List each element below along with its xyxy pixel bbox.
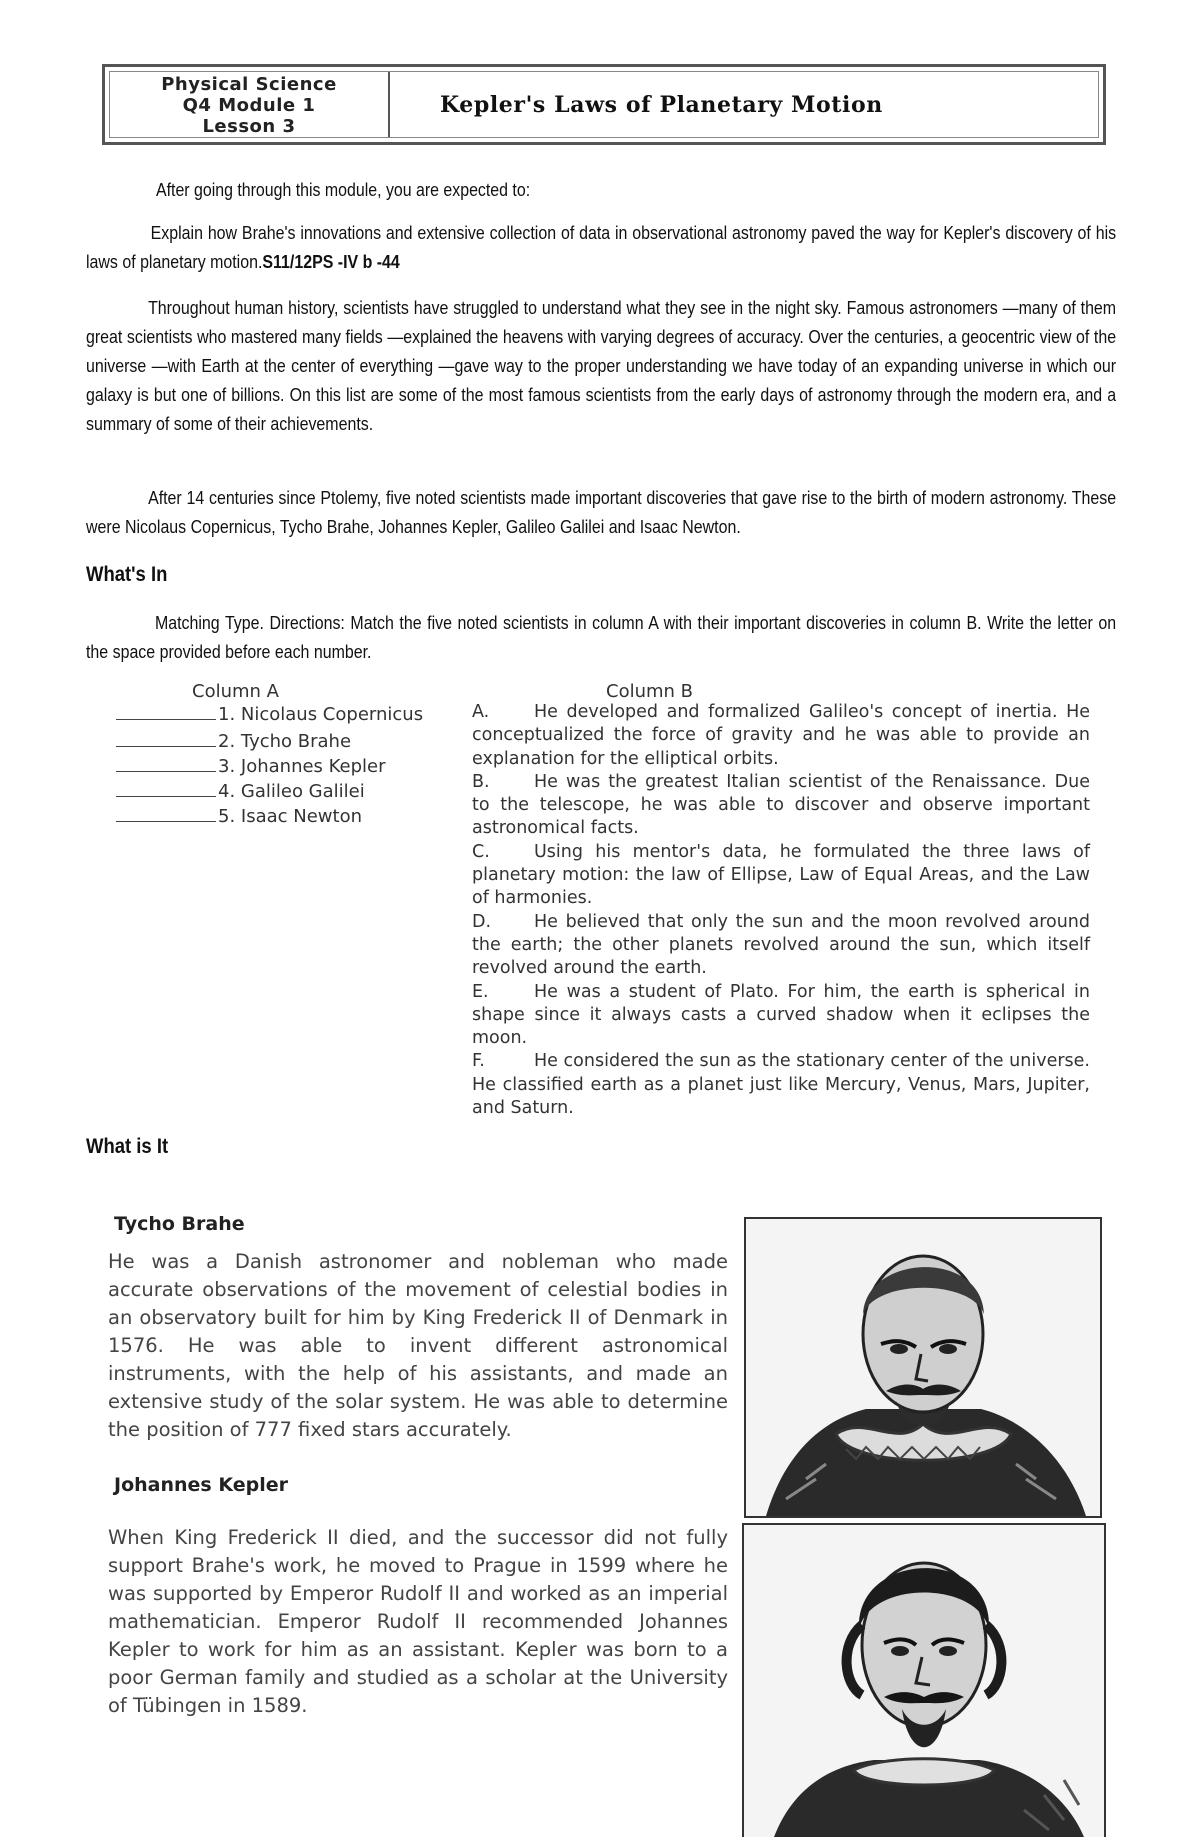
brahe-title: Tycho Brahe (114, 1213, 245, 1235)
module-header-inner (109, 71, 1099, 138)
ptolemy-paragraph (86, 483, 1116, 541)
column-b-letter: A. (472, 702, 490, 722)
column-b-letter: C. (472, 841, 490, 862)
answer-blank[interactable] (116, 756, 216, 772)
column-a-label: 4. Galileo Galilei (218, 781, 365, 802)
whats-in-heading: What's In (86, 563, 168, 586)
expected-text: After going through this module, you are expected to: (156, 179, 531, 200)
column-a-item (116, 756, 386, 777)
brahe-text: He was a Danish astronomer and nobleman who made accurate observations of the movement of celestial bodies in an observatory built for him by King Frederick II of Denmark in 1576. He was able to invent different astronomical instruments, with the help of his assistants, and made an extensive study of the solar system. He was able to determine the position of 777 fixed stars accurately. (108, 1250, 728, 1441)
kepler-sketch (744, 1525, 1104, 1837)
column-a-item (116, 781, 365, 802)
column-a-item (116, 731, 351, 752)
column-b-item (472, 771, 1090, 841)
column-b-letter: E. (472, 981, 489, 1002)
directions-paragraph (86, 608, 1116, 666)
column-a-item (116, 806, 362, 827)
column-a-item (116, 704, 423, 725)
kepler-portrait (742, 1523, 1106, 1837)
column-b-text: Using his mentor's data, he formulated the three laws of planetary motion: the law of Ellipse, Law of Equal Areas, and the Law of harmonies. (472, 841, 1090, 909)
column-b-text: He believed that only the sun and the moon revolved around the earth; the other planets revolved around the sun, which itself revolved around the earth. (472, 911, 1090, 979)
history-paragraph (86, 293, 1116, 438)
lesson-label: Lesson 3 (202, 116, 296, 137)
objective-code: S11/12PS -IV b -44 (262, 251, 400, 272)
answer-blank[interactable] (116, 806, 216, 822)
answer-blank[interactable] (116, 704, 216, 720)
what-is-it-heading: What is It (86, 1135, 169, 1158)
answer-blank[interactable] (116, 781, 216, 797)
column-b-header: Column B (606, 681, 694, 702)
column-a-label: 1. Nicolaus Copernicus (218, 704, 424, 725)
directions-text: Matching Type. Directions: Match the five noted scientists in column A with their important discoveries in column B. Write the letter on the space provided before each number. (86, 612, 1117, 662)
column-b-text: He considered the sun as the stationary center of the universe. He classified earth as a planet just like Mercury, Venus, Mars, Jupiter, and Saturn. (472, 1051, 1090, 1119)
column-b-letter: B. (472, 771, 490, 792)
column-b-item (472, 1050, 1090, 1120)
module-header (102, 64, 1106, 145)
module-title: Kepler's Laws of Planetary Motion (440, 91, 883, 118)
brahe-sketch (746, 1219, 1100, 1516)
column-b-item (472, 841, 1090, 911)
column-b-text: He developed and formalized Galileo's concept of inertia. He conceptualized the force of gravity and he was able to provide an explanation for the elliptical orbits. (472, 702, 1090, 769)
subject-label: Physical Science (161, 74, 337, 95)
column-a-label: 3. Johannes Kepler (218, 756, 386, 777)
column-a-label: 5. Isaac Newton (218, 806, 362, 827)
kepler-text: When King Frederick II died, and the successor did not fully support Brahe's work, he moved to Prague in 1599 where he was supported by Emperor Rudolf II and worked as an imperial mathematician. Emperor Rudolf II recommended Johannes Kepler to work for him as an assistant. Kepler was born to a poor German family and studied as a scholar at the University of Tübingen in 1589. (108, 1526, 728, 1717)
kepler-title: Johannes Kepler (114, 1474, 288, 1496)
column-a-header: Column A (192, 681, 279, 702)
objective-text: Explain how Brahe's innovations and extensive collection of data in observational astronomy paved the way for Kepler's discovery of his laws of planetary motion. (86, 222, 1117, 272)
column-b-text: He was a student of Plato. For him, the earth is spherical in shape since it always casts a curved shadow when it eclipses the moon. (472, 981, 1090, 1049)
column-b-item (472, 701, 1090, 771)
column-b-list (472, 701, 1090, 1120)
brahe-portrait (744, 1217, 1102, 1518)
column-a-label: 2. Tycho Brahe (218, 731, 352, 752)
objective-paragraph (86, 218, 1116, 276)
column-b-item (472, 981, 1090, 1051)
column-b-text: He was the greatest Italian scientist of the Renaissance. Due to the telescope, he was able to discover and observe important astronomical facts. (472, 771, 1090, 839)
column-b-letter: D. (472, 911, 492, 932)
history-text: Throughout human history, scientists have struggled to understand what they see in the night sky. Famous astronomers —many of them great scientists who mastered many fields —explained the heavens with varying degrees of accuracy. Over the centuries, a geocentric view of the universe —with Earth at the center of everything —gave way to the proper understanding we have today of an expanding universe in which our galaxy is but one of billions. On this list are some of the most famous scientists from the early days of astronomy through the modern era, and a summary of some of their achievements. (86, 297, 1117, 434)
column-b-letter: F. (472, 1051, 485, 1072)
module-label: Q4 Module 1 (182, 95, 316, 116)
module-info (110, 72, 390, 137)
ptolemy-text: After 14 centuries since Ptolemy, five noted scientists made important discoveries that gave rise to the birth of modern astronomy. These were Nicolaus Copernicus, Tycho Brahe, Johannes Kepler, Galileo Galilei and Isaac Newton. (86, 487, 1117, 537)
column-b-item (472, 911, 1090, 981)
answer-blank[interactable] (116, 731, 216, 747)
